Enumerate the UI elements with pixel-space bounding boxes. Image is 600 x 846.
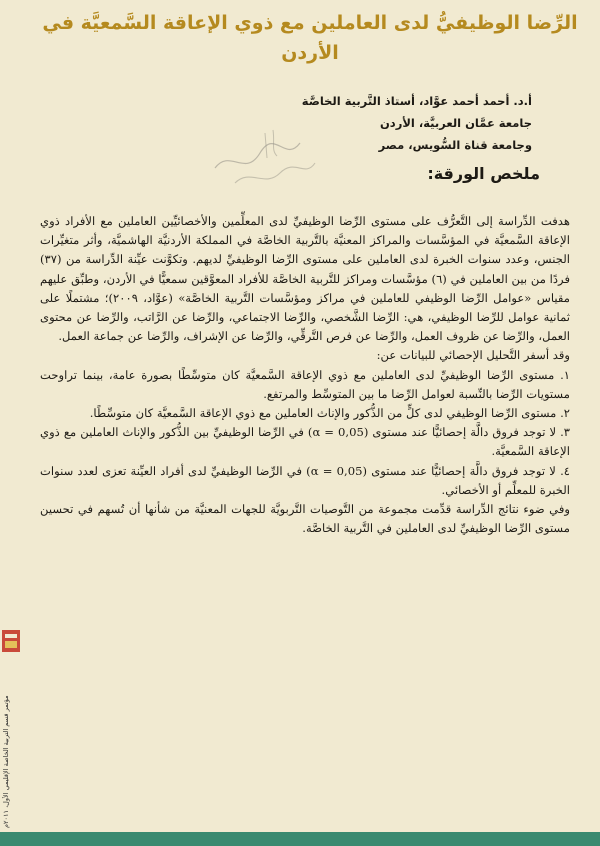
side-running-header: مؤتمر قسم التربية الخاصة الإقليمي الأول، ٢٠١١م xyxy=(2,695,10,828)
author-affiliation: جامعة عمَّان العربيَّة، الأردن xyxy=(379,116,532,130)
handwritten-signature xyxy=(205,118,325,198)
result-item: ١. مستوى الرِّضا الوظيفيِّ لدى العاملين مع ذوي الإعاقة السَّمعيَّة كان متوسِّطًا بصورة عامة، بينما تراوحت مستويات الرِّضا بالنِّسبة لعوامل الرِّضا ما بين المتوسِّط والمرتفع. xyxy=(40,367,570,401)
conference-logo xyxy=(0,626,22,656)
abstract-paragraph: هدفت الدِّراسة إلى التَّعرُّف على مستوى الرِّضا الوظيفيِّ لدى المعلِّمين والأخصائيِّين العاملين مع الأفراد ذوي الإعاقة السَّمعيَّة في المؤسَّسات والمراكز المعنيَّة بالتَّربية الخاصَّة في المملكة الأردنيَّة الهاشميَّة، وأثر متغيِّرات الجنس، وعدد سنوات الخبرة لدى العاملين على مستوى الرِّضا الوظيفيِّ لديهم. وتكوَّنت عيِّنة الدِّراسة من (٣٧) فردًا من بين العاملين في (٦) مؤسَّسات ومراكز للتَّربية الخاصَّة للأفراد المعوَّقين سمعيًّا في الأردن، وطبِّق عليهم مقياس «عوامل الرِّضا الوظيفي للعاملين في مراكز ومؤسَّسات التَّربية الخاصَّة» (عوَّاد، ٢٠٠٩)؛ مشتملًا على ثمانية عوامل للرِّضا الوظيفي، هي: الرِّضا الشَّخصي، والرِّضا الاجتماعي، والرِّضا عن الرَّاتب، والرِّضا عن محتوى العمل، والرِّضا عن ظروف العمل، والرِّضا عن فرص التَّرقِّي، والرِّضا عن الإشراف، والرِّضا عن جماعة العمل. xyxy=(40,214,570,344)
result-item: ٤. لا توجد فروق دالَّة إحصائيًّا عند مستوى (0,05 = α) في الرِّضا الوظيفيِّ لدى أفراد العيِّنة تعزى لعدد سنوات الخبرة للمعلِّم أو الأخصائي. xyxy=(40,463,570,497)
author-line: أ.د. أحمد أحمد عوَّاد، أستاذ التَّربية الخاصَّة xyxy=(301,94,532,108)
author-affiliation: وجامعة قناة السُّويس، مصر xyxy=(378,138,532,152)
author-block xyxy=(302,90,532,156)
paper-title: الرِّضا الوظيفيُّ لدى العاملين مع ذوي الإعاقة السَّمعيَّة في الأردن xyxy=(42,12,578,64)
abstract-heading: ملخص الورقة: xyxy=(427,164,540,183)
result-item: ٢. مستوى الرِّضا الوظيفي لدى كلٍّ من الذُّكور والإناث العاملين مع ذوي الإعاقة السَّمعيَّة كان متوسِّطًا. xyxy=(89,406,570,421)
conclusion-paragraph: وفي ضوء نتائج الدِّراسة قدِّمت مجموعة من التَّوصيات التَّربويَّة للجهات المعنيَّة من شأنها أن تُسهم في تحسين مستوى الرِّضا الوظيفيِّ لدى العاملين في التَّربية الخاصَّة. xyxy=(40,502,570,536)
result-item: ٣. لا توجد فروق دالَّة إحصائيًّا عند مستوى (0,05 = α) في الرِّضا الوظيفيِّ بين الذُّكور والإناث العاملين مع ذوي الإعاقة السَّمعيَّة. xyxy=(40,425,570,459)
results-intro: وقد أسفر التَّحليل الإحصائي للبيانات عن: xyxy=(376,348,570,363)
abstract-body xyxy=(40,212,570,538)
footer-bar xyxy=(0,832,600,846)
